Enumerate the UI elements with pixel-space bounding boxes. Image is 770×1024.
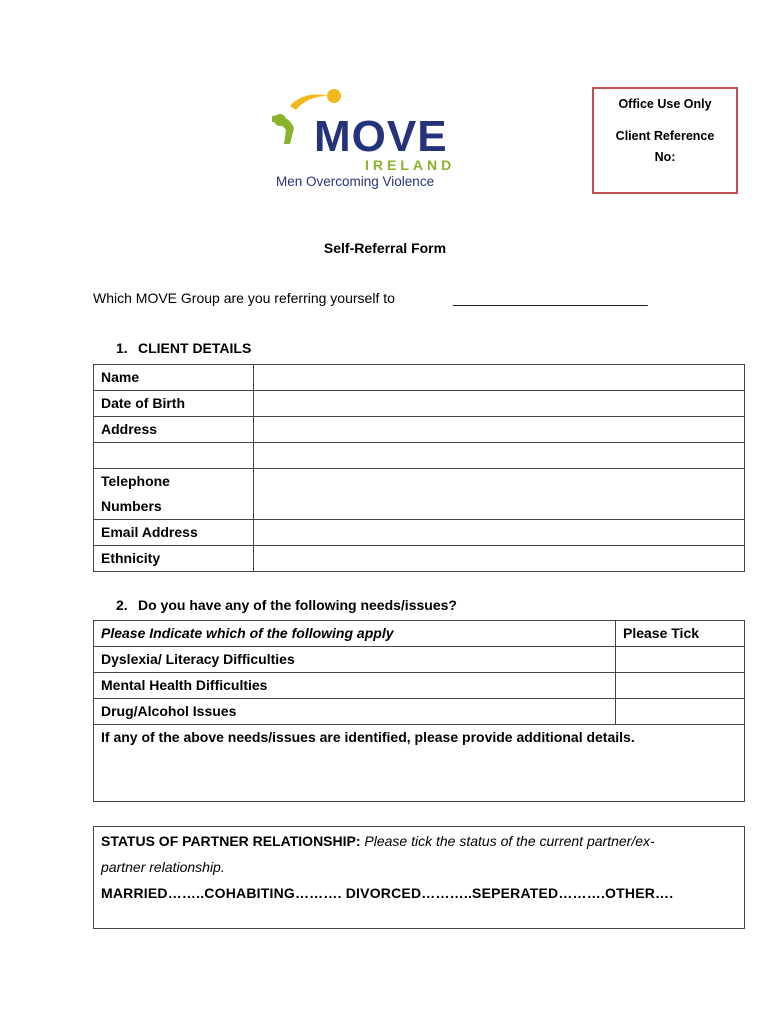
logo-sub-text: IRELAND (365, 157, 456, 173)
table-row (94, 365, 745, 391)
drug-alcohol-tick-box[interactable] (616, 699, 745, 725)
needs-issues-table (93, 620, 745, 802)
status-options[interactable]: MARRIED……..COHABITING………. DIVORCED………..SEPERATED……….OTHER…. (101, 885, 674, 901)
ethnicity-field[interactable] (254, 546, 745, 572)
office-use-label: Office Use Only (618, 97, 712, 111)
client-reference-label: Client Reference (615, 129, 715, 143)
status-heading: STATUS OF PARTNER RELATIONSHIP: (101, 833, 361, 849)
ethnicity-label: Ethnicity (94, 546, 254, 572)
dob-label: Date of Birth (94, 391, 254, 417)
office-use-box (592, 87, 738, 194)
partner-status-box[interactable] (93, 826, 745, 929)
dyslexia-tick-box[interactable] (616, 647, 745, 673)
address-field[interactable] (254, 417, 745, 443)
table-row (94, 546, 745, 572)
address-field-line-2[interactable] (254, 443, 745, 469)
mental-health-tick-box[interactable] (616, 673, 745, 699)
group-question: Which MOVE Group are you referring yourself to (93, 290, 395, 306)
logo-main-text: MOVE (314, 112, 448, 161)
table-row (94, 621, 745, 647)
table-row (94, 673, 745, 699)
section-1-title: CLIENT DETAILS (138, 340, 252, 356)
address-label: Address (94, 417, 254, 443)
logo-head-icon (316, 86, 344, 114)
status-instruction-b: partner relationship. (101, 859, 225, 875)
additional-details-field[interactable] (94, 725, 745, 802)
drug-alcohol-label: Drug/Alcohol Issues (94, 699, 616, 725)
address-label-continued (94, 443, 254, 469)
telephone-label-line-1: Telephone (101, 473, 170, 489)
table-row (94, 443, 745, 469)
section-2-heading (116, 597, 457, 613)
mental-health-label: Mental Health Difficulties (94, 673, 616, 699)
status-instruction (101, 828, 737, 854)
additional-details-prompt: If any of the above needs/issues are identified, please provide additional details. (101, 729, 635, 745)
dob-field[interactable] (254, 391, 745, 417)
section-1-number: 1. (116, 340, 128, 356)
section-2-title: Do you have any of the following needs/issues? (138, 597, 457, 613)
logo-tagline: Men Overcoming Violence (276, 174, 435, 189)
section-1-heading (116, 340, 251, 356)
table-row (94, 469, 745, 520)
telephone-label (94, 469, 254, 520)
move-ireland-logo (268, 84, 478, 196)
form-title: Self-Referral Form (323, 240, 447, 256)
please-tick-header: Please Tick (616, 621, 745, 647)
group-answer-field[interactable]: _________________________ (453, 290, 648, 306)
name-label: Name (94, 365, 254, 391)
table-row (94, 699, 745, 725)
table-row (94, 725, 745, 802)
instruction-text: Please Indicate which of the following apply (94, 621, 616, 647)
table-row (94, 647, 745, 673)
telephone-field[interactable] (254, 469, 745, 520)
section-2-number: 2. (116, 597, 128, 613)
table-row (94, 391, 745, 417)
client-reference-no-label: No: (654, 150, 676, 164)
dyslexia-label: Dyslexia/ Literacy Difficulties (94, 647, 616, 673)
name-field[interactable] (254, 365, 745, 391)
table-row (94, 520, 745, 546)
email-field[interactable] (254, 520, 745, 546)
client-details-table (93, 364, 745, 572)
table-row (94, 417, 745, 443)
telephone-label-line-2: Numbers (101, 498, 162, 514)
email-label: Email Address (94, 520, 254, 546)
status-instruction-a: Please tick the status of the current partner/ex- (360, 833, 655, 849)
